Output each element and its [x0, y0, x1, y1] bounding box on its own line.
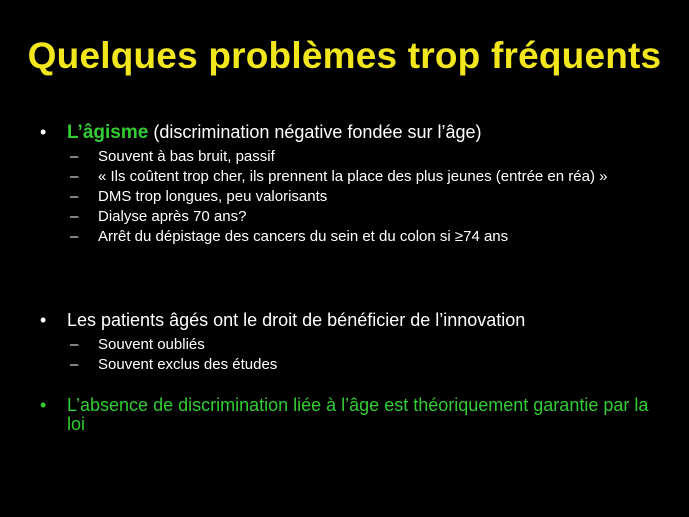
sub-list — [70, 149, 670, 245]
dash-marker: – — [70, 208, 79, 225]
bullet-text: Les patients âgés ont le droit de bénéficier de l’innovation — [67, 310, 526, 330]
sub-item — [70, 149, 670, 165]
sub-item — [70, 357, 670, 373]
bullet-marker: • — [40, 310, 47, 330]
sub-item-text: DMS trop longues, peu valorisants — [98, 188, 328, 205]
sub-item-text: Souvent à bas bruit, passif — [98, 148, 275, 165]
sub-item-text: Dialyse après 70 ans? — [98, 208, 247, 225]
dash-marker: – — [70, 188, 79, 205]
sub-item-text: « Ils coûtent trop cher, ils prennent la place des plus jeunes (entrée en réa) » — [98, 168, 608, 185]
slide-title: Quelques problèmes trop fréquents — [27, 35, 662, 76]
sub-item — [70, 189, 670, 205]
sub-item-text: Arrêt du dépistage des cancers du sein et du colon si ≥74 ans — [98, 228, 509, 245]
bullet-highlight: L’âgisme — [67, 122, 149, 143]
bullet-marker: • — [40, 395, 47, 415]
sub-item — [70, 229, 670, 245]
sub-item-text: Souvent oubliés — [98, 336, 205, 353]
bullet-block-innovation — [40, 311, 670, 377]
sub-item — [70, 169, 670, 185]
dash-marker: – — [70, 168, 79, 185]
sub-item-text: Souvent exclus des études — [98, 356, 278, 373]
bullet-text — [67, 123, 670, 142]
bullet-marker: • — [40, 122, 47, 142]
bullet-text: L’absence de discrimination liée à l’âge est théoriquement garantie par la loi — [67, 395, 649, 434]
bullet-block-ageism — [40, 123, 670, 249]
dash-marker: – — [70, 228, 79, 245]
bullet-block-law — [40, 396, 670, 434]
sub-item — [70, 209, 670, 225]
dash-marker: – — [70, 148, 79, 165]
dash-marker: – — [70, 356, 79, 373]
bullet-item — [40, 311, 670, 330]
bullet-item — [40, 396, 670, 434]
dash-marker: – — [70, 336, 79, 353]
bullet-text-rest: (discrimination négative fondée sur l’âge) — [148, 122, 482, 142]
sub-item — [70, 337, 670, 353]
bullet-item — [40, 123, 670, 142]
sub-list — [70, 337, 670, 373]
